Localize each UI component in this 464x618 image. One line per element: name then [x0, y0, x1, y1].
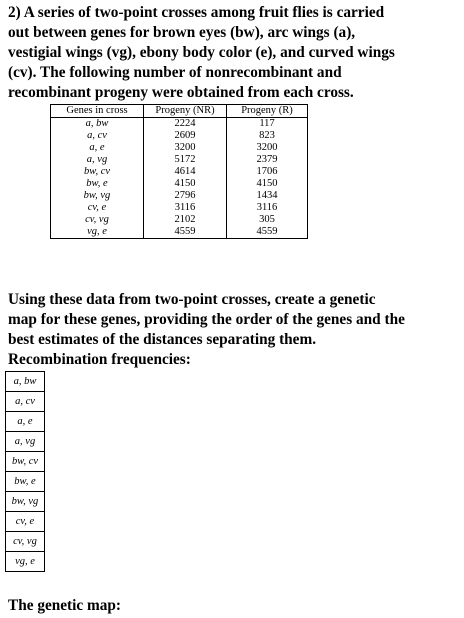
table-row: [51, 118, 308, 131]
table-row: [51, 214, 308, 226]
cell-genes: a, e: [51, 142, 144, 154]
genetic-map-label: The genetic map:: [8, 597, 122, 614]
question-line: 2) A series of two-point crosses among fruit flies is carried: [8, 4, 385, 21]
cell-nr: 3116: [144, 202, 227, 214]
list-item: [6, 532, 45, 552]
table-row: [51, 226, 308, 239]
list-item: [6, 492, 45, 512]
instruction-line: Using these data from two-point crosses, create a genetic: [8, 291, 376, 308]
header-progeny-nr: Progeny (NR): [144, 105, 227, 118]
table-row: [51, 202, 308, 214]
cell-nr: 2796: [144, 190, 227, 202]
cell-r: 305: [227, 214, 308, 226]
question-line: (cv). The following number of nonrecombinant and: [8, 64, 342, 81]
question-text: [8, 3, 462, 103]
instruction-line: map for these genes, providing the order of the genes and the: [8, 311, 405, 328]
cell-genes: a, vg: [51, 154, 144, 166]
cell-nr: 4150: [144, 178, 227, 190]
rf-gene-pair-label: bw, vg: [6, 492, 45, 512]
instruction-text: [8, 290, 462, 370]
cell-nr: 2224: [144, 118, 227, 131]
rf-gene-pair-label: bw, cv: [6, 452, 45, 472]
table-row: [51, 190, 308, 202]
cell-r: 823: [227, 130, 308, 142]
table-row: [51, 178, 308, 190]
cell-nr: 2609: [144, 130, 227, 142]
table-row: [51, 166, 308, 178]
cell-genes: a, cv: [51, 130, 144, 142]
cell-genes: bw, cv: [51, 166, 144, 178]
recombination-frequency-list: [5, 371, 45, 572]
rf-gene-pair-label: a, vg: [6, 432, 45, 452]
cell-nr: 5172: [144, 154, 227, 166]
progeny-table: [50, 104, 308, 239]
rf-gene-pair-label: bw, e: [6, 472, 45, 492]
cell-nr: 4614: [144, 166, 227, 178]
question-line: out between genes for brown eyes (bw), arc wings (a),: [8, 24, 356, 41]
cell-nr: 3200: [144, 142, 227, 154]
cell-genes: bw, vg: [51, 190, 144, 202]
cell-genes: a, bw: [51, 118, 144, 131]
rf-gene-pair-label: cv, e: [6, 512, 45, 532]
list-item: [6, 372, 45, 392]
cell-nr: 2102: [144, 214, 227, 226]
cell-r: 3200: [227, 142, 308, 154]
rf-gene-pair-label: vg, e: [6, 552, 45, 572]
list-item: [6, 392, 45, 412]
list-item: [6, 552, 45, 572]
instruction-line: Recombination frequencies:: [8, 351, 191, 368]
question-line: recombinant progeny were obtained from each cross.: [8, 84, 354, 101]
cell-r: 117: [227, 118, 308, 131]
list-item: [6, 452, 45, 472]
table-row: [51, 130, 308, 142]
rf-gene-pair-label: a, bw: [6, 372, 45, 392]
cell-genes: cv, vg: [51, 214, 144, 226]
list-item: [6, 432, 45, 452]
rf-gene-pair-label: a, cv: [6, 392, 45, 412]
table-header-row: [51, 105, 308, 118]
header-genes-in-cross: Genes in cross: [51, 105, 144, 118]
rf-gene-pair-label: cv, vg: [6, 532, 45, 552]
instruction-line: best estimates of the distances separating them.: [8, 331, 317, 348]
list-item: [6, 472, 45, 492]
progeny-table-container: [50, 104, 308, 239]
list-item: [6, 412, 45, 432]
recombination-frequency-table: [5, 371, 45, 572]
question-line: vestigial wings (vg), ebony body color (e), and curved wings: [8, 44, 395, 61]
cell-r: 4559: [227, 226, 308, 239]
cell-r: 1434: [227, 190, 308, 202]
rf-gene-pair-label: a, e: [6, 412, 45, 432]
cell-nr: 4559: [144, 226, 227, 239]
cell-genes: bw, e: [51, 178, 144, 190]
list-item: [6, 512, 45, 532]
table-row: [51, 142, 308, 154]
table-row: [51, 154, 308, 166]
header-progeny-r: Progeny (R): [227, 105, 308, 118]
cell-genes: vg, e: [51, 226, 144, 239]
cell-genes: cv, e: [51, 202, 144, 214]
cell-r: 2379: [227, 154, 308, 166]
cell-r: 4150: [227, 178, 308, 190]
cell-r: 3116: [227, 202, 308, 214]
cell-r: 1706: [227, 166, 308, 178]
